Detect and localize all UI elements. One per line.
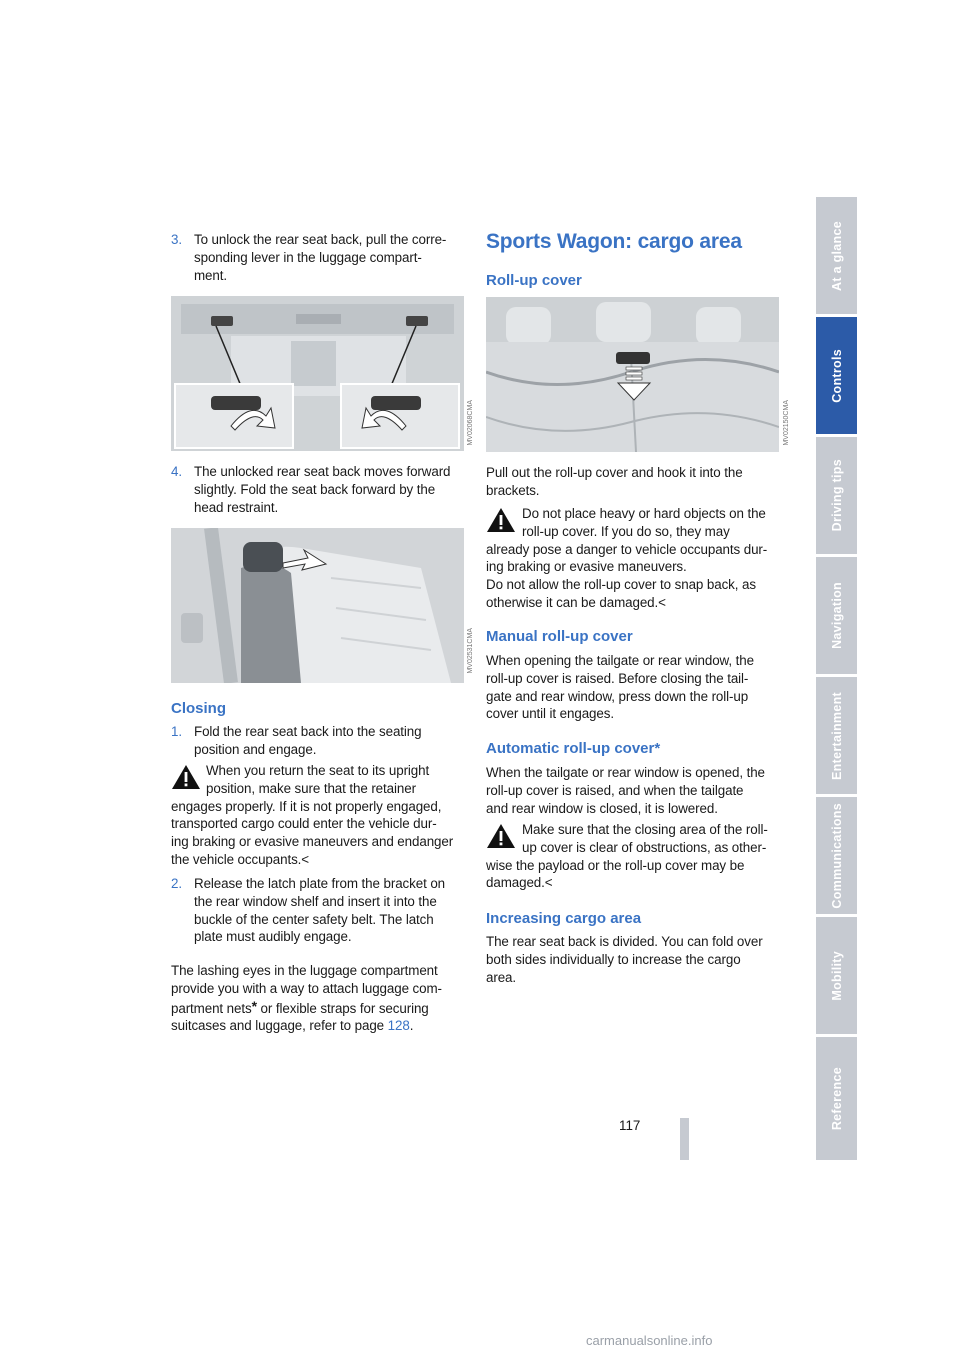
warning-text-line: ing braking or evasive maneuvers and endanger: [171, 834, 454, 850]
warning-text-line: transported cargo could enter the vehicle dur-: [171, 816, 437, 832]
tab-communications[interactable]: Communications: [816, 797, 857, 914]
paragraph-line: gate and rear window, press down the roll-up: [486, 688, 749, 704]
warning-closing-area: [486, 821, 780, 892]
warning-text-line: roll-up cover. If you do so, they may: [522, 523, 730, 539]
step-number: 1.: [171, 724, 182, 739]
warning-triangle-icon: [486, 507, 516, 533]
increasing-cargo-heading: Increasing cargo area: [486, 910, 642, 927]
warning-text-line: When you return the seat to its upright: [206, 763, 430, 778]
tab-driving-tips[interactable]: Driving tips: [816, 437, 857, 554]
paragraph-line: and rear window is closed, it is lowered.: [486, 800, 718, 816]
paragraph-line: When the tailgate or rear window is opened, the: [486, 765, 765, 780]
paragraph-line: The lashing eyes in the luggage compartment: [171, 963, 438, 978]
warning-text-line: otherwise it can be damaged.<: [486, 594, 666, 610]
paragraph-line: roll-up cover is raised. Before closing the tail-: [486, 670, 749, 686]
manual-rollup-paragraph: [486, 652, 780, 723]
warning-triangle-icon: [171, 764, 201, 790]
step-text-line: slightly. Fold the seat back forward by the: [194, 481, 436, 497]
rollup-cover-illustration: [486, 297, 779, 452]
warning-text-line: ing braking or evasive maneuvers.: [486, 559, 687, 575]
step-number: 3.: [171, 232, 182, 247]
rollup-heading: Roll-up cover: [486, 272, 582, 289]
paragraph-line: Pull out the roll-up cover and hook it into the: [486, 465, 743, 480]
paragraph-line: When opening the tailgate or rear window, the: [486, 653, 754, 668]
figure-code: MV02531CMA: [467, 628, 474, 674]
fold-seat-illustration: [171, 528, 464, 683]
paragraph-line: The rear seat back is divided. You can fold over: [486, 934, 763, 949]
paragraph-line: roll-up cover is raised, and when the tailgate: [486, 782, 744, 798]
warning-text-line: wise the payload or the roll-up cover may be: [486, 857, 745, 873]
step-text-line: plate must audibly engage.: [194, 929, 352, 945]
step-2: [171, 875, 464, 946]
warning-heavy-objects: [486, 505, 780, 612]
step-3: [171, 231, 464, 284]
tab-at-a-glance[interactable]: At a glance: [816, 197, 857, 314]
warning-triangle-icon: [486, 823, 516, 849]
closing-heading: Closing: [171, 700, 226, 717]
step-4: [171, 463, 464, 516]
step-number: 4.: [171, 464, 182, 479]
step-text-line: The unlocked rear seat back moves forward: [194, 464, 451, 479]
warning-text-line: Do not allow the roll-up cover to snap back, as: [486, 577, 756, 593]
tab-navigation[interactable]: Navigation: [816, 557, 857, 674]
step-text-line: the rear window shelf and insert it into the: [194, 893, 437, 909]
automatic-rollup-paragraph: [486, 764, 780, 817]
warning-text-line: damaged.<: [486, 875, 553, 891]
manual-rollup-heading: Manual roll-up cover: [486, 628, 633, 645]
step-text-line: To unlock the rear seat back, pull the corre-: [194, 232, 447, 247]
step-text-line: Release the latch plate from the bracket on: [194, 876, 446, 891]
step-text-line: head restraint.: [194, 499, 279, 515]
paragraph-line: provide you with a way to attach luggage com-: [171, 980, 442, 996]
figure-seat-release-levers: [171, 296, 464, 451]
automatic-rollup-heading: Automatic roll-up cover*: [486, 740, 661, 757]
seat-release-illustration: [171, 296, 464, 451]
figure-code: MV02150CMA: [783, 400, 790, 446]
paragraph-line: both sides individually to increase the cargo: [486, 951, 741, 967]
increasing-cargo-paragraph: [486, 933, 780, 986]
warning-seat-retainer: [171, 762, 464, 869]
paragraph-line: partment nets* or flexible straps for securing: [171, 997, 429, 1016]
warning-text-line: position, make sure that the retainer: [206, 780, 416, 796]
warning-text-line: already pose a danger to vehicle occupants dur-: [486, 541, 768, 557]
paragraph-line: cover until it engages.: [486, 706, 614, 722]
warning-text-line: Make sure that the closing area of the roll-: [522, 822, 768, 837]
step-text-line: buckle of the center safety belt. The latch: [194, 911, 434, 927]
page-number-bar: [680, 1118, 689, 1160]
pull-out-paragraph: [486, 464, 780, 500]
step-number: 2.: [171, 876, 182, 891]
tab-controls[interactable]: Controls: [816, 317, 857, 434]
step-text-line: sponding lever in the luggage compart-: [194, 249, 422, 265]
tab-reference[interactable]: Reference: [816, 1037, 857, 1160]
warning-text-line: the vehicle occupants.<: [171, 851, 310, 867]
step-text-line: position and engage.: [194, 741, 317, 757]
figure-fold-seat-back: [171, 528, 464, 683]
warning-text-line: Do not place heavy or hard objects on the: [522, 506, 766, 521]
page-reference-link[interactable]: 128: [387, 1018, 410, 1034]
step-text-line: ment.: [194, 267, 227, 283]
figure-rollup-cover: [486, 297, 779, 452]
watermark: carmanualsonline.info: [586, 1333, 713, 1348]
optional-equipment-star: *: [251, 997, 257, 1014]
paragraph-line: brackets.: [486, 482, 540, 498]
figure-code: MV02068CMA: [467, 400, 474, 446]
warning-text-line: up cover is clear of obstructions, as other-: [522, 839, 767, 855]
tab-entertainment[interactable]: Entertainment: [816, 677, 857, 794]
step-1: [171, 723, 464, 759]
warning-text-line: engages properly. If it is not properly engaged,: [171, 798, 442, 814]
tab-mobility[interactable]: Mobility: [816, 917, 857, 1034]
section-title: Sports Wagon: cargo area: [486, 230, 742, 253]
lashing-eyes-paragraph: [171, 962, 464, 1035]
paragraph-line: suitcases and luggage, refer to page 128.: [171, 1018, 414, 1034]
step-text-line: Fold the rear seat back into the seating: [194, 724, 422, 739]
paragraph-line: area.: [486, 969, 517, 985]
page-number: 117: [619, 1118, 641, 1133]
